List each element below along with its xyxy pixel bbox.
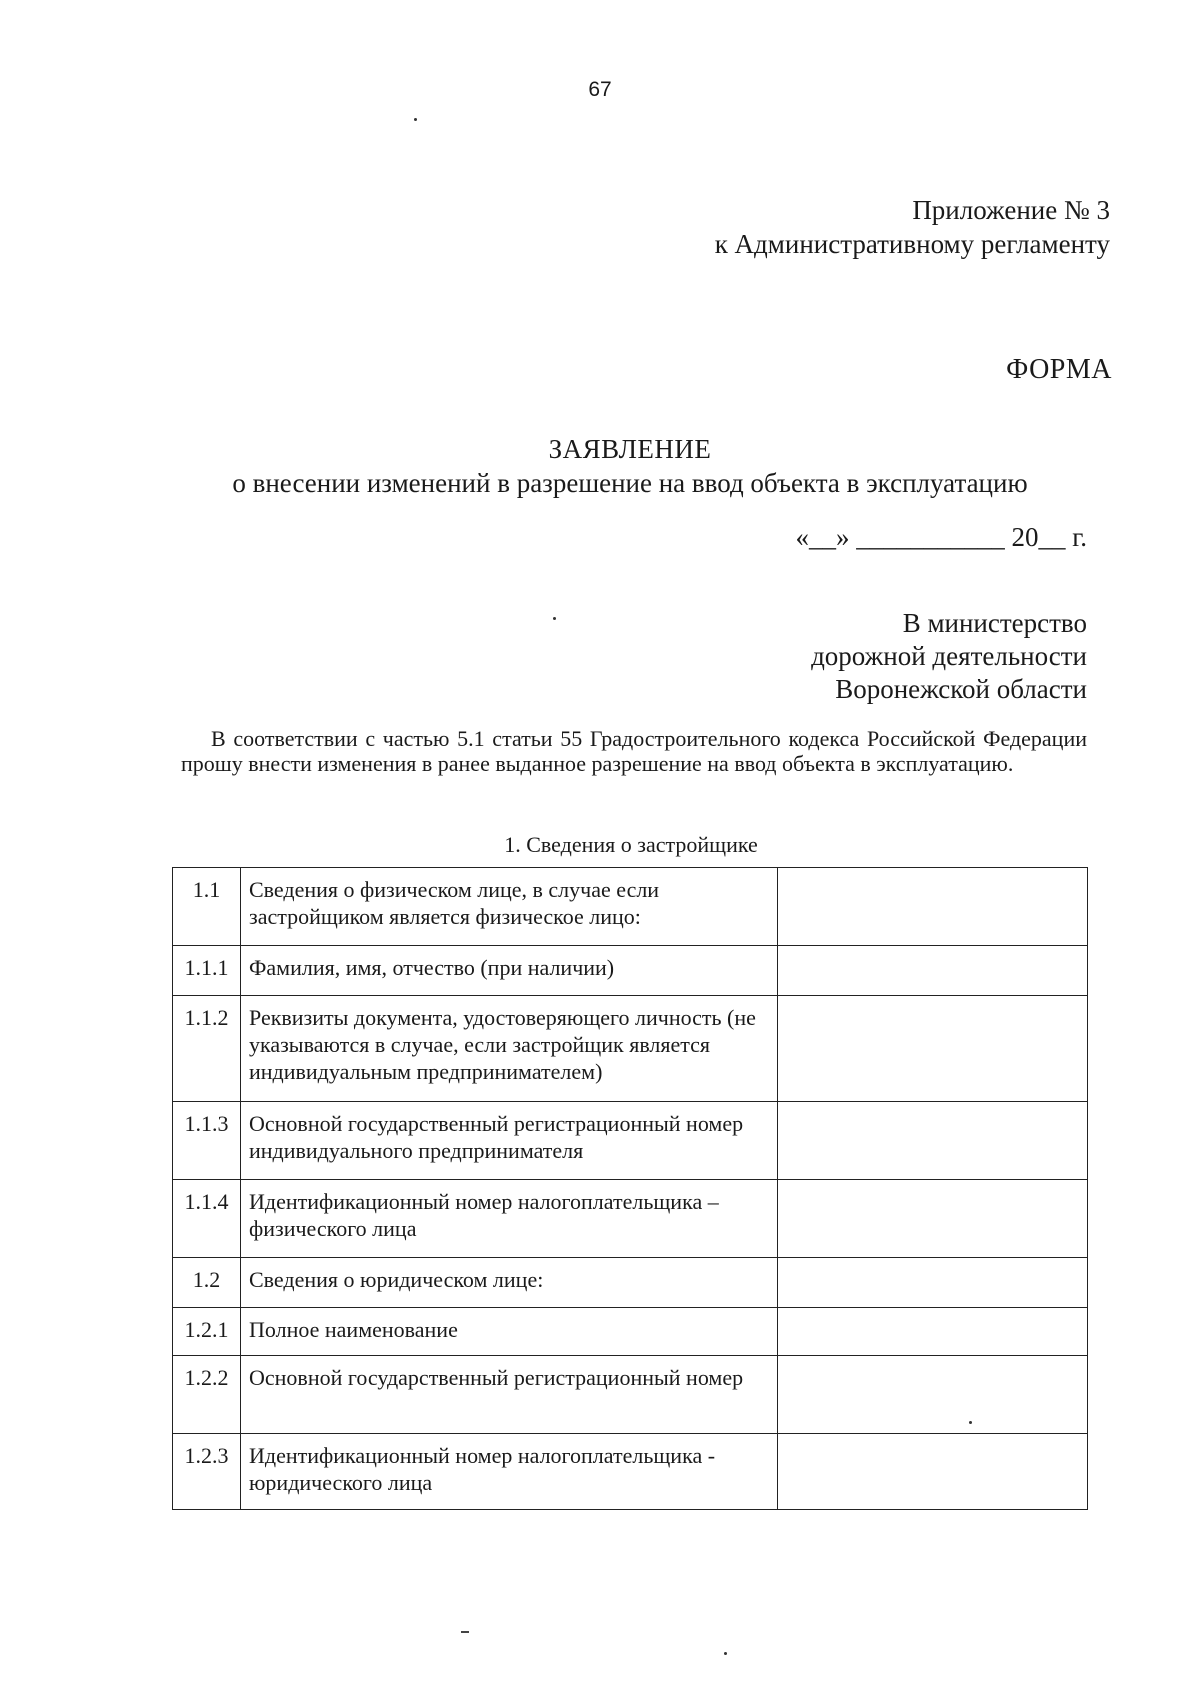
row-label: Основной государственный регистрационный номер <box>241 1356 778 1434</box>
row-value-field[interactable] <box>778 868 1088 946</box>
addressee-block <box>811 607 1087 706</box>
document-title <box>0 432 1200 500</box>
row-number: 1.2 <box>173 1258 241 1308</box>
scan-speck <box>724 1652 727 1655</box>
title-main: ЗАЯВЛЕНИЕ <box>548 434 712 464</box>
row-number: 1.1.1 <box>173 946 241 996</box>
table-row <box>173 1434 1088 1510</box>
table-row <box>173 1308 1088 1356</box>
row-number: 1.2.2 <box>173 1356 241 1434</box>
appendix-line-1: Приложение № 3 <box>912 195 1110 225</box>
row-value-field[interactable] <box>778 1180 1088 1258</box>
row-value-field[interactable] <box>778 946 1088 996</box>
row-label: Сведения о юридическом лице: <box>241 1258 778 1308</box>
developer-info-table <box>172 867 1088 1510</box>
row-value-field[interactable] <box>778 1434 1088 1510</box>
addressee-line-1: В министерство <box>902 608 1087 638</box>
row-value-field[interactable] <box>778 1308 1088 1356</box>
table-row <box>173 1102 1088 1180</box>
row-value-field[interactable] <box>778 996 1088 1102</box>
row-value-field[interactable] <box>778 1102 1088 1180</box>
appendix-line-2: к Административному регламенту <box>714 229 1110 259</box>
table-row <box>173 996 1088 1102</box>
row-number: 1.2.1 <box>173 1308 241 1356</box>
date-field[interactable]: «__» ___________ 20__ г. <box>795 522 1087 552</box>
row-number: 1.2.3 <box>173 1434 241 1510</box>
table-row <box>173 1258 1088 1308</box>
row-label: Реквизиты документа, удостоверяющего личность (не указываются в случае, если застройщик является индивидуальным предпринимателем) <box>241 996 778 1102</box>
row-label: Сведения о физическом лице, в случае если застройщиком является физическое лицо: <box>241 868 778 946</box>
addressee-line-3: Воронежской области <box>835 674 1087 704</box>
table-row <box>173 1356 1088 1434</box>
title-subtitle: о внесении изменений в разрешение на ввод объекта в эксплуатацию <box>232 468 1028 498</box>
scan-speck <box>461 1631 469 1633</box>
form-mark: ФОРМА <box>1006 354 1112 385</box>
row-value-field[interactable] <box>778 1258 1088 1308</box>
row-label: Полное наименование <box>241 1308 778 1356</box>
scan-speck <box>553 617 556 620</box>
row-number: 1.1.2 <box>173 996 241 1102</box>
table-row <box>173 868 1088 946</box>
section-title: 1. Сведения о застройщике <box>504 832 758 857</box>
table-row <box>173 1180 1088 1258</box>
addressee-line-2: дорожной деятельности <box>811 641 1087 671</box>
scan-speck <box>414 118 417 121</box>
row-label: Идентификационный номер налогоплательщика – физического лица <box>241 1180 778 1258</box>
page-number: 67 <box>588 78 612 101</box>
scan-speck <box>969 1421 972 1424</box>
row-label: Основной государственный регистрационный номер индивидуального предпринимателя <box>241 1102 778 1180</box>
row-label: Идентификационный номер налогоплательщика - юридического лица <box>241 1434 778 1510</box>
table-row <box>173 946 1088 996</box>
row-number: 1.1.4 <box>173 1180 241 1258</box>
row-number: 1.1 <box>173 868 241 946</box>
row-value-field[interactable] <box>778 1356 1088 1434</box>
row-label: Фамилия, имя, отчество (при наличии) <box>241 946 778 996</box>
appendix-reference <box>715 193 1110 261</box>
row-number: 1.1.3 <box>173 1102 241 1180</box>
intro-paragraph: В соответствии с частью 5.1 статьи 55 Градостроительного кодекса Российской Федерации прошу внести изменения в ранее выданное разрешение на ввод объекта в эксплуатацию. <box>181 726 1087 776</box>
